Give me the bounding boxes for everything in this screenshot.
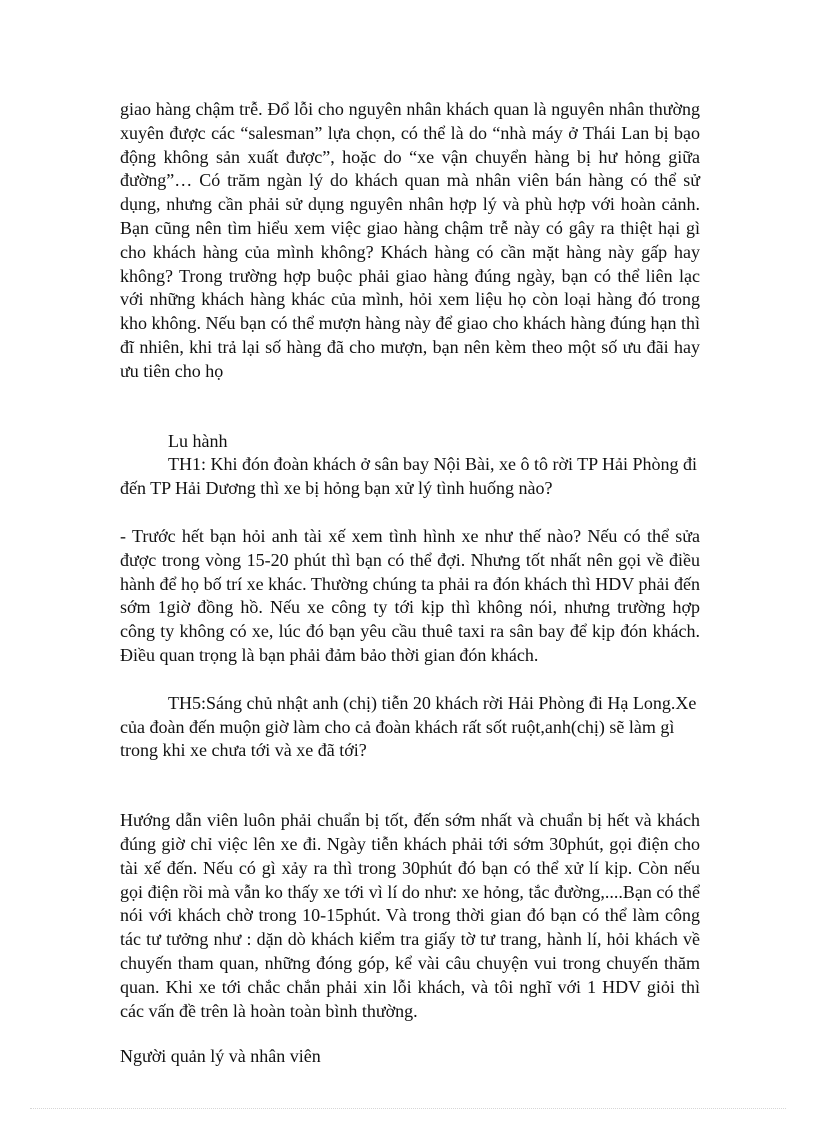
document-page (120, 98, 700, 1069)
section-heading-manager: Người quản lý và nhân viên (120, 1046, 321, 1067)
page-bottom-divider (30, 1108, 786, 1109)
answer-th5: Hướng dẫn viên luôn phải chuẩn bị tốt, đến sớm nhất và chuẩn bị hết và khách đúng giờ chỉ việc lên xe đi. Ngày tiễn khách phải tới sớm 30phút, gọi điện cho tài xế đến. Nếu có gì xảy ra thì trong 30phút đó bạn có thể xử lí kịp. Còn nếu gọi điện rồi mà vẫn ko thấy xe tới vì lí do như: xe hỏng, tắc đường,....Bạn có thể nói với khách chờ trong 10-15phút. Và trong thời gian đó bạn có thể làm công tác tư tưởng như : dặn dò khách kiểm tra giấy tờ tư trang, hành lí, hỏi khách về chuyến tham quan, những đóng góp, kể vài câu chuyện vui trong chuyến thăm quan. Khi xe tới chắc chắn phải xin lỗi khách, và tôi nghĩ với 1 HDV giỏi thì các vấn đề trên là hoàn toàn bình thường. (120, 810, 700, 1021)
question-th5: TH5:Sáng chủ nhật anh (chị) tiễn 20 khách rời Hải Phòng đi Hạ Long.Xe của đoàn đến muộn giờ làm cho cả đoàn khách rất sốt ruột,anh(chị) sẽ làm gì trong khi xe chưa tới và xe đã tới? (120, 692, 697, 761)
question-th1: TH1: Khi đón đoàn khách ở sân bay Nội Bài, xe ô tô rời TP Hải Phòng đi đến TP Hải Dương thì xe bị hỏng bạn xử lý tình huống nào? (120, 454, 697, 499)
answer-th1: - Trước hết bạn hỏi anh tài xế xem tình hình xe như thế nào? Nếu có thể sửa được trong vòng 15-20 phút thì bạn có thể đợi. Nhưng tốt nhất nên gọi về điều hành để họ bố trí xe khác. Thường chúng ta phải ra đón khách thì HDV phải đến sớm 1giờ đồng hồ. Nếu xe công ty tới kịp thì không nói, nhưng trường hợp công ty không có xe, lúc đó bạn yêu cầu thuê taxi ra sân bay để kịp đón khách. Điều quan trọng là bạn phải đảm bảo thời gian đón khách. (120, 525, 700, 665)
section-heading-lu-hanh: Lu hành (168, 430, 228, 451)
paragraph-late-delivery: giao hàng chậm trễ. Đổ lỗi cho nguyên nhân khách quan là nguyên nhân thường xuyên được các “salesman” lựa chọn, có thể là do “nhà máy ở Thái Lan bị bạo động không sản xuất được”, hoặc do “xe vận chuyển hàng bị hư hỏng giữa đường”… Có trăm ngàn lý do khách quan mà nhân viên bán hàng có thể sử dụng, nhưng cần phải sử dụng nguyên nhân hợp lý và phù hợp với hoàn cảnh. Bạn cũng nên tìm hiểu xem việc giao hàng chậm trễ này có gây ra thiệt hại gì cho khách hàng của mình không? Khách hàng có cần mặt hàng này gấp hay không? Trong trường hợp buộc phải giao hàng đúng ngày, bạn có thể liên lạc với những khách hàng khác của mình, hỏi xem liệu họ còn loại hàng đó trong kho không. Nếu bạn có thể mượn hàng này để giao cho khách hàng đúng hạn thì đĩ nhiên, khi trả lại số hàng đã cho mượn, bạn nên kèm theo một số ưu đãi hay ưu tiên cho họ (120, 99, 700, 381)
